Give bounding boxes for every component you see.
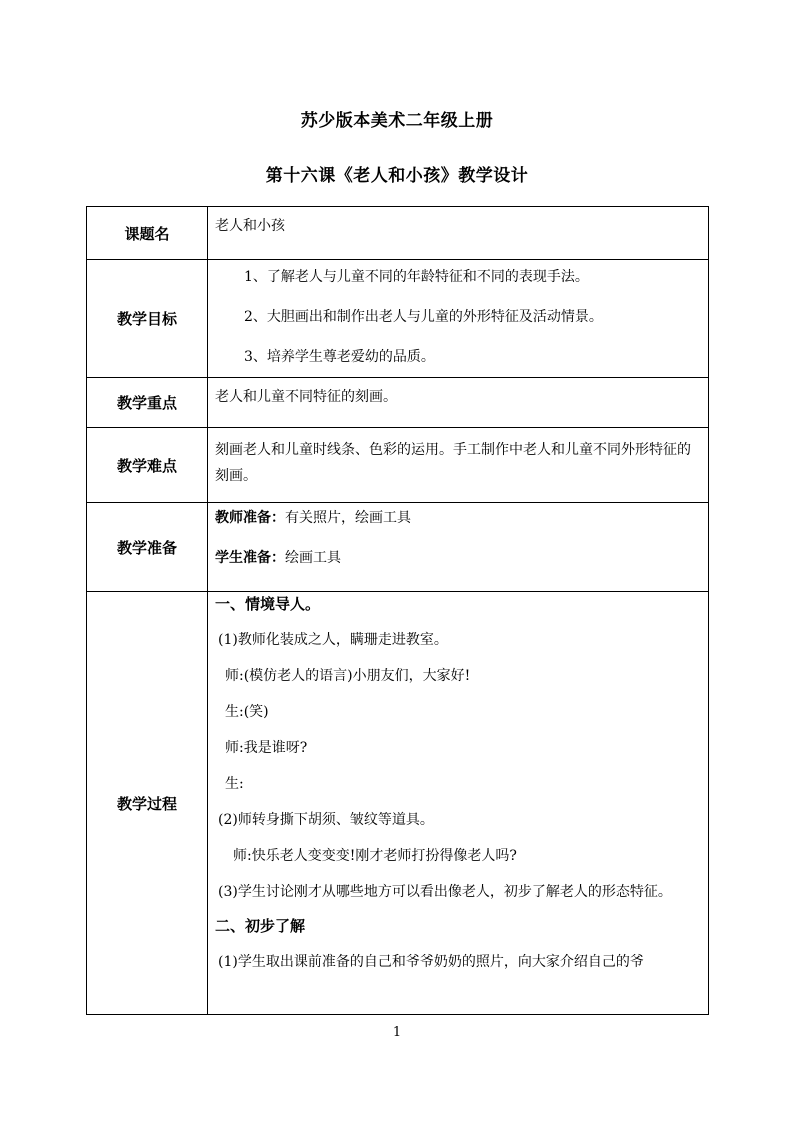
key-points-value: 老人和儿童不同特征的刻画。: [208, 378, 709, 428]
teacher-preparation: [215, 507, 700, 529]
preparation-label: 教学准备: [87, 503, 208, 592]
teacher-preparation-value: 有关照片，绘画工具: [285, 510, 411, 526]
student-preparation-value: 绘画工具: [285, 550, 341, 566]
process-line: 师:我是谁呀?: [225, 740, 308, 756]
key-points-label: 教学重点: [87, 378, 208, 428]
process-line: (1)学生取出课前准备的自己和爷爷奶奶的照片，向大家介绍自己的爷: [218, 954, 644, 970]
process-line: 师:(模仿老人的语言)小朋友们，大家好!: [225, 668, 471, 684]
section-heading: 一、情境导人。: [215, 595, 321, 613]
process-cell: [208, 592, 709, 1015]
lesson-plan-table: [86, 206, 709, 1015]
section-heading: 二、初步了解: [215, 917, 306, 935]
goal-item: 3、培养学生尊老爱幼的品质。: [244, 349, 435, 365]
goal-item: 1、了解老人与儿童不同的年龄特征和不同的表现手法。: [244, 269, 589, 285]
table-row-process: [87, 592, 709, 1015]
topic-value: 老人和小孩: [208, 207, 709, 260]
table-row-key-points: [87, 378, 709, 428]
difficulties-label: 教学难点: [87, 428, 208, 503]
process-line: 生:(笑): [225, 704, 269, 720]
process-label: 教学过程: [87, 592, 208, 1015]
student-preparation-label: 学生准备：: [215, 550, 285, 566]
topic-label: 课题名: [87, 207, 208, 260]
preparation-cell: [208, 503, 709, 592]
process-line: (2)师转身撕下胡须、皱纹等道具。: [218, 812, 434, 828]
goals-label: 教学目标: [87, 260, 208, 378]
lesson-title: 第十六课《老人和小孩》教学设计: [265, 166, 529, 186]
process-line: (1)教师化装成之人，瞒珊走进教室。: [218, 632, 448, 648]
document-title: 苏少版本美术二年级上册: [300, 111, 494, 131]
teacher-preparation-label: 教师准备：: [215, 510, 285, 526]
difficulties-value: 刻画老人和儿童时线条、色彩的运用。手工制作中老人和儿童不同外形特征的刻画。: [208, 428, 709, 503]
table-row-topic: [87, 207, 709, 260]
process-line: 师:快乐老人变变变!刚才老师打扮得像老人吗?: [233, 848, 517, 864]
table-row-difficulties: [87, 428, 709, 503]
process-line: (3)学生讨论刚才从哪些地方可以看出像老人，初步了解老人的形态特征。: [218, 884, 672, 900]
table-row-preparation: [87, 503, 709, 592]
goals-cell: [208, 260, 709, 378]
page-number: 1: [392, 1025, 402, 1040]
goal-item: 2、大胆画出和制作出老人与儿童的外形特征及活动情景。: [244, 309, 603, 325]
student-preparation: [215, 547, 700, 569]
table-row-goals: [87, 260, 709, 378]
process-line: 生:: [225, 776, 244, 792]
